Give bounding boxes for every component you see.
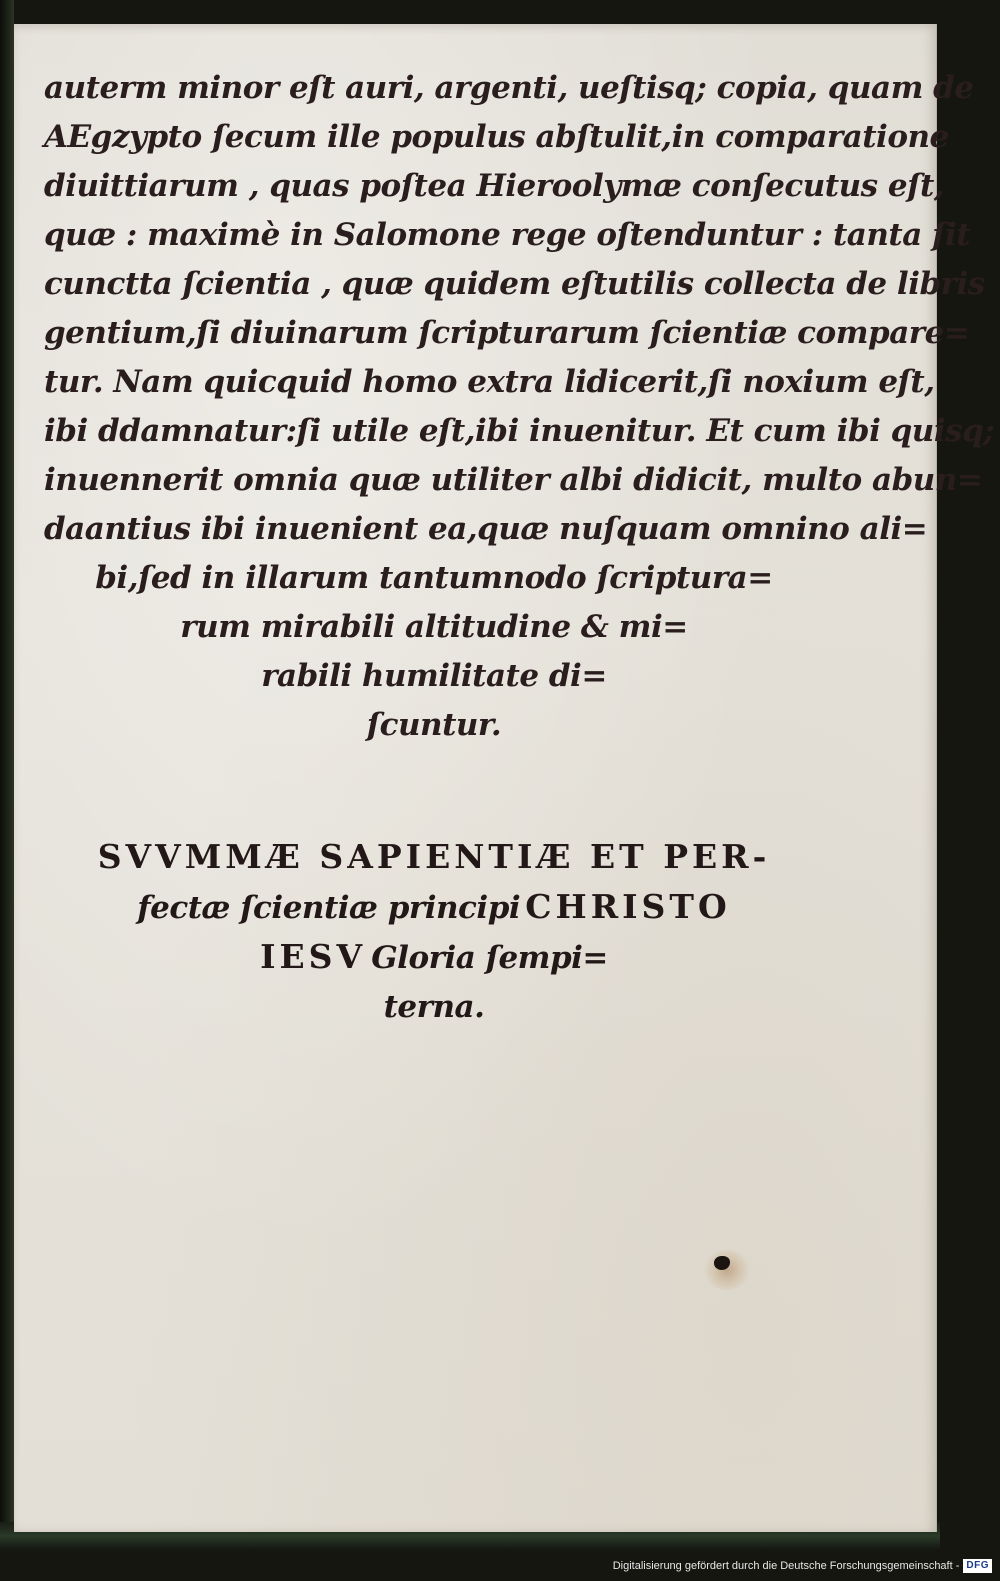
text-line-1: auterm minor eſt auri, argenti, ueſtisq; copia, quam de: [44, 70, 974, 106]
book-binding-left: [0, 0, 14, 1545]
doxology-caps-2: CHRISTO: [525, 887, 731, 926]
paper-stain: [704, 1250, 750, 1290]
book-page: [14, 24, 995, 1532]
doxology-italic-4: terna.: [383, 989, 485, 1025]
doxology-line-1: [44, 832, 824, 882]
doxology-caps-3: IESV: [260, 937, 367, 976]
credit-text: Digitalisierung gefördert durch die Deutsche Forschungsgemeinschaft -: [612, 1560, 960, 1572]
text-line-2: AEgzypto ſecum ille populus abſtulit,in comparatione: [44, 119, 949, 155]
doxology-line-2: [44, 882, 824, 932]
text-line-11: bi,ſed in illarum tantumnodo ſcriptura=: [95, 560, 773, 596]
text-line-13: rabili humilitate di=: [261, 658, 607, 694]
digitization-credit: [613, 1555, 992, 1577]
text-line-6: gentium,ſi diuinarum ſcripturarum ſcientiæ compare=: [44, 315, 970, 351]
doxology-line-4: [44, 982, 824, 1032]
doxology-italic-2: fectæ ſcientiæ principi: [137, 890, 521, 926]
text-line-8: ibi ddamnatur:ſi utile eſt,ibi inuenitur. Et cum ibi quisq;: [44, 413, 995, 449]
closing-doxology: [44, 832, 824, 1032]
text-line-4: quæ : maximè in Salomone rege oſtenduntur : tanta ſit: [44, 217, 971, 253]
text-line-5: cunctta ſcientia , quæ quidem eſtutilis collecta de libris: [44, 266, 985, 302]
dfg-logo-icon: DFG: [963, 1559, 992, 1573]
doxology-line-3: [44, 932, 824, 982]
doxology-caps-1: SVVMMÆ SAPIENTIÆ ET PER-: [97, 837, 771, 876]
text-line-12: rum mirabili altitudine & mi=: [180, 609, 688, 645]
text-line-3: diuittiarum , quas poſtea Hieroolymæ conſecutus eſt,: [44, 168, 945, 204]
text-line-14: ſcuntur.: [366, 707, 502, 743]
text-line-10: daantius ibi inuenient ea,quæ nuſquam omnino ali=: [44, 511, 928, 547]
text-line-7: tur. Nam quicquid homo extra lidicerit,ſi noxium eſt,: [44, 364, 935, 400]
body-text: [44, 64, 995, 750]
doxology-italic-3: Gloria ſempi=: [371, 940, 608, 976]
text-line-9: inuennerit omnia quæ utiliter albi didicit, multo abun=: [44, 462, 983, 498]
